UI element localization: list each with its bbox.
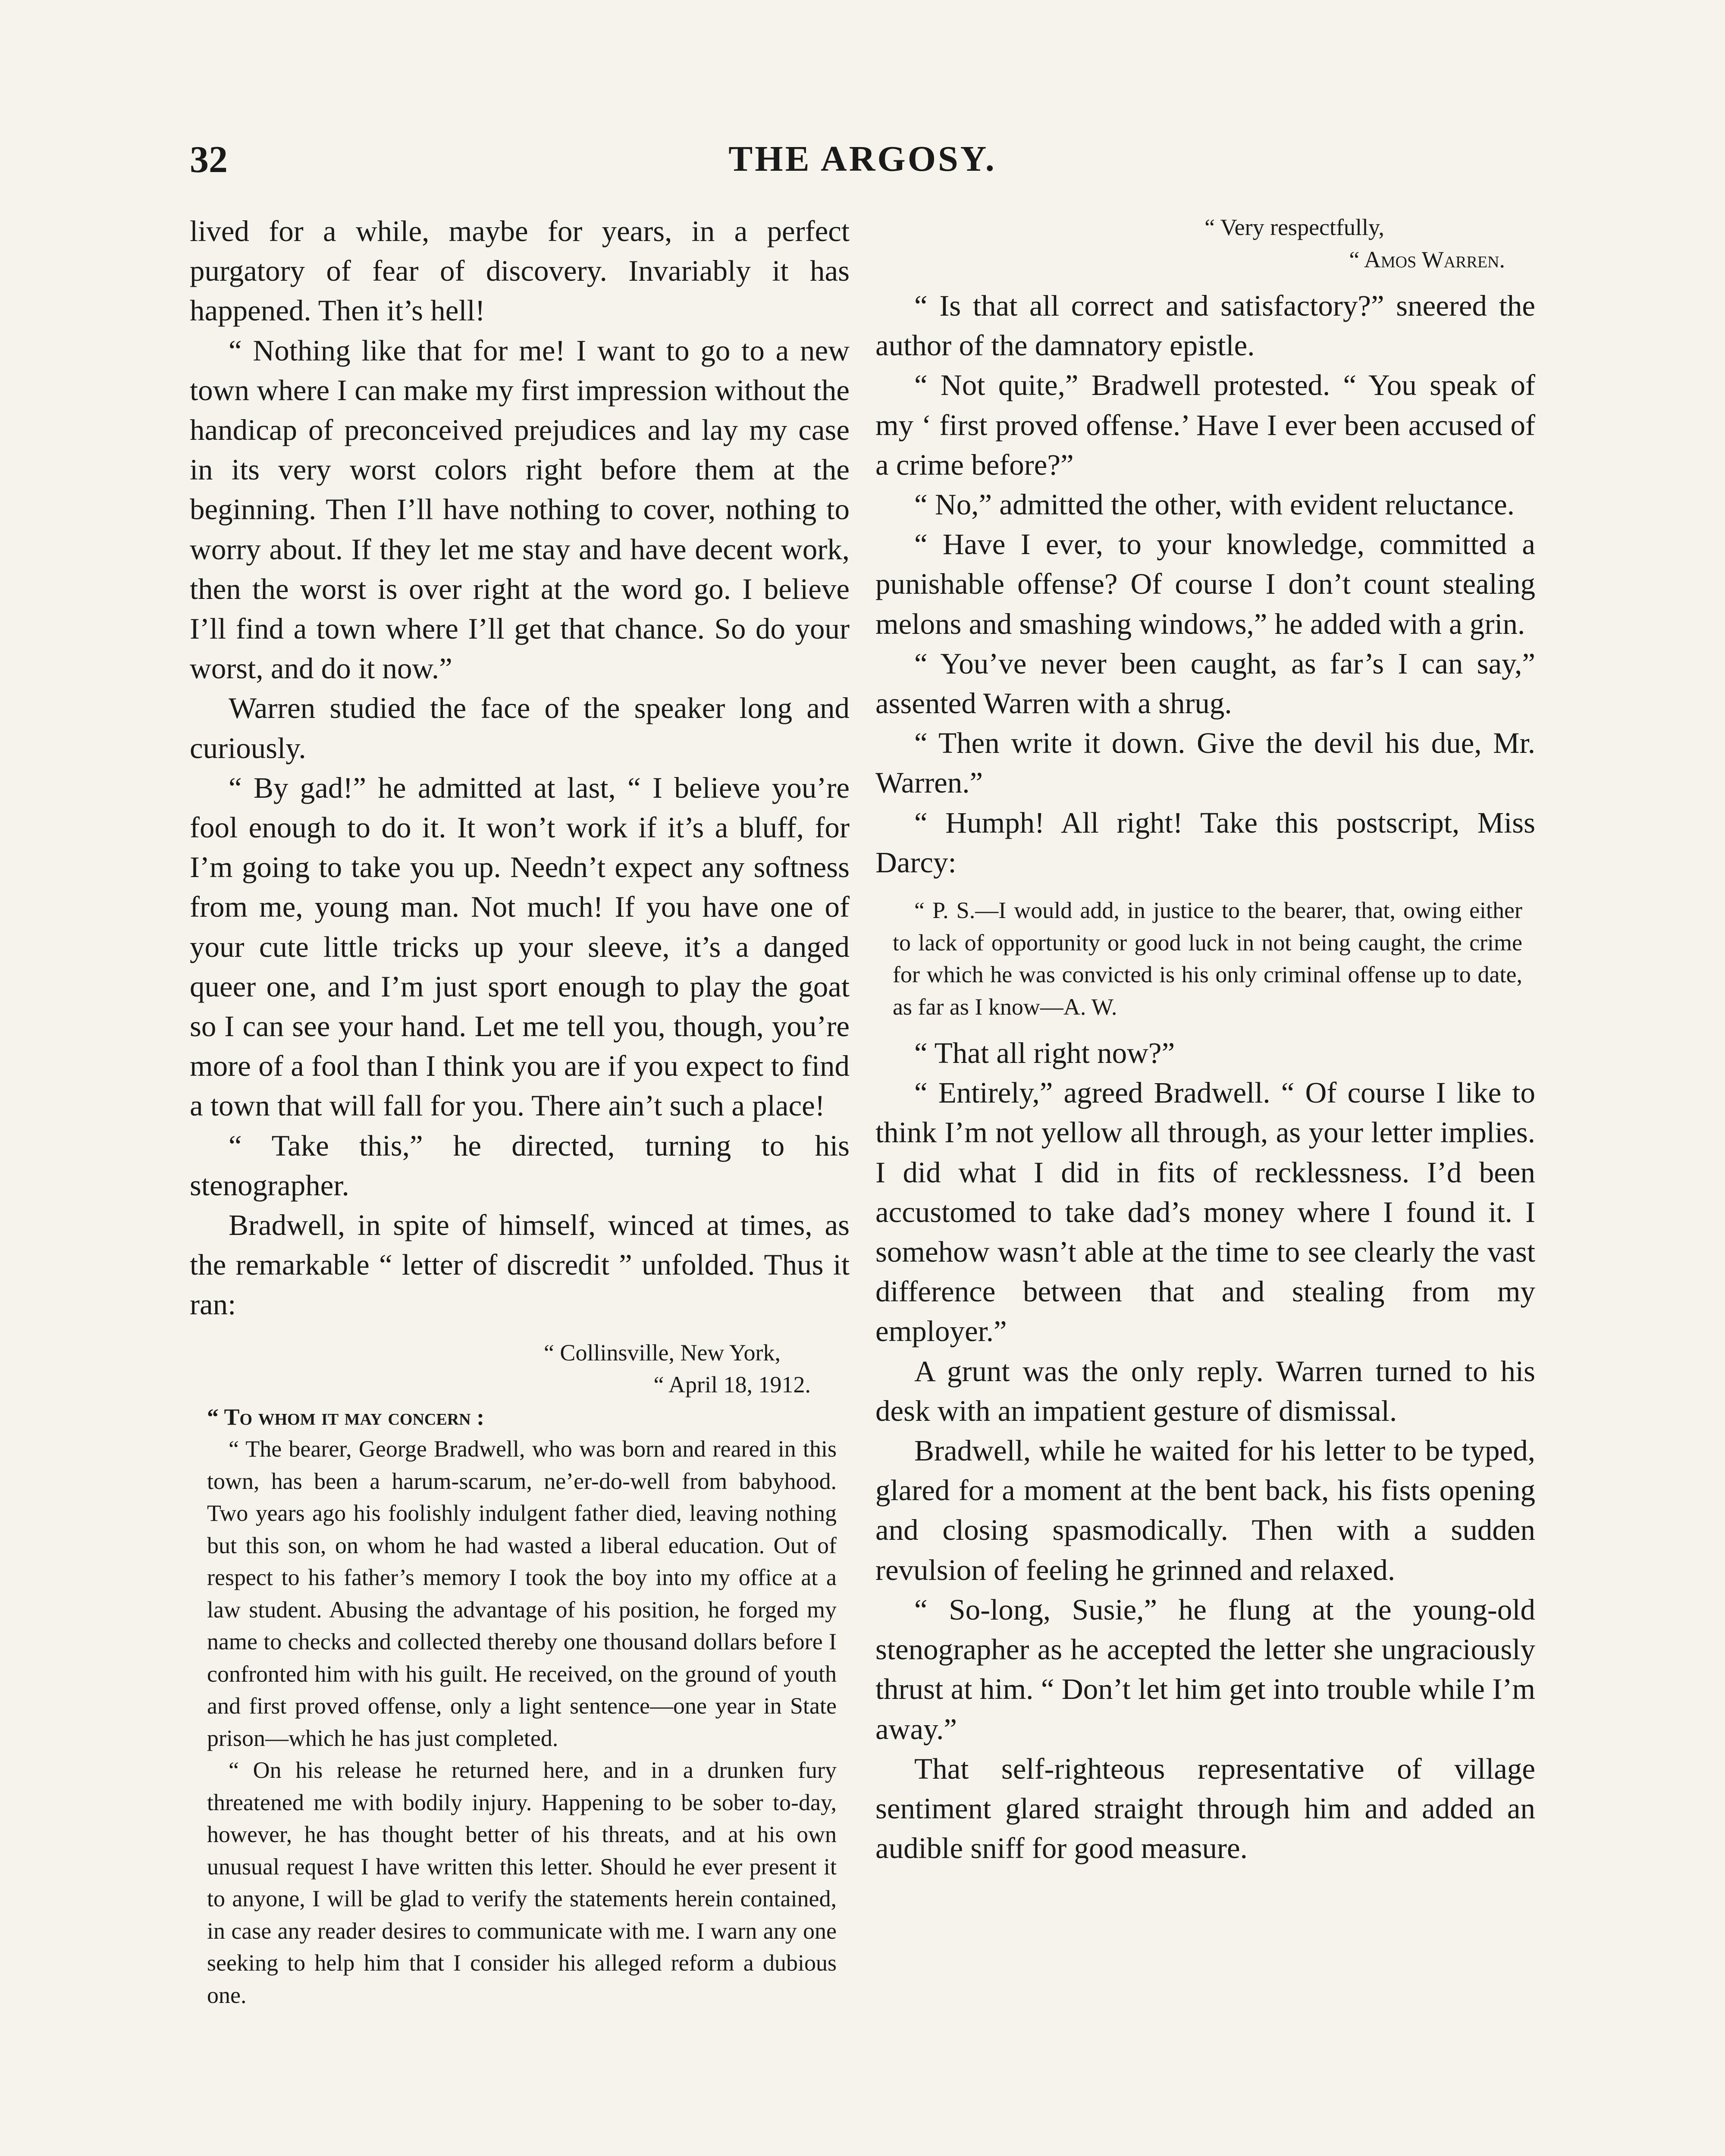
- letter-of-discredit: [190, 1337, 850, 2012]
- paragraph: That self-righteous representative of village sentiment glared straight through him and added an audible sniff for good measure.: [875, 1752, 1535, 1865]
- right-column: [875, 211, 1535, 1868]
- running-head: THE ARGOSY.: [728, 139, 997, 179]
- paragraph: “ Humph! All right! Take this postscript, Miss Darcy:: [875, 806, 1535, 879]
- letter-continuation: [875, 211, 1535, 276]
- paragraph: “ Not quite,” Bradwell protested. “ You speak of my ‘ first proved offense.’ Have I ever been accused of a crime before?”: [875, 369, 1535, 481]
- letter-signature: “ Amos Warren.: [1349, 246, 1505, 273]
- page-number: 32: [190, 139, 228, 181]
- postscript: “ P. S.—I would add, in justice to the bearer, that, owing either to lack of opportunity or good luck in not being caught, the crime for which he was convicted is his only criminal offense up to date, as far as I know—A. W.: [893, 897, 1522, 1020]
- paragraph: “ Is that all correct and satisfactory?” sneered the author of the damnatory epistle.: [875, 289, 1535, 362]
- paragraph: “ Have I ever, to your knowledge, committed a punishable offense? Of course I don’t count stealing melons and smashing windows,” he added with a grin.: [875, 528, 1535, 640]
- paragraph: “ Nothing like that for me! I want to go to a new town where I can make my first impression without the handicap of preconceived prejudices and lay my case in its very worst colors right before them at the beginning. Then I’ll have nothing to cover, nothing to worry about. If they let me stay and have decent work, then the worst is over right at the word go. I believe I’ll find a town where I’ll get that chance. So do your worst, and do it now.”: [190, 334, 850, 685]
- letter-paragraph: “ On his release he returned here, and in a drunken fury threatened me with bodily injury. Happening to be sober to-day, however, he has thought better of his threats, and at his own unusual request I have written this letter. Should he ever present it to anyone, I will be glad to verify the statements herein contained, in case any reader desires to communicate with me. I warn any one seeking to help him that I consider his alleged reform a dubious one.: [207, 1757, 837, 2008]
- paragraph: A grunt was the only reply. Warren turned to his desk with an impatient gesture of dismissal.: [875, 1354, 1535, 1427]
- letter-salutation: “ To whom it may concern :: [207, 1404, 485, 1430]
- letter-dateline-place: “ Collinsville, New York,: [543, 1339, 781, 1366]
- paragraph: “ Then write it down. Give the devil his due, Mr. Warren.”: [875, 727, 1535, 799]
- letter-dateline-date: “ April 18, 1912.: [653, 1372, 811, 1398]
- paragraph: Bradwell, in spite of himself, winced at times, as the remarkable “ letter of discredit ” unfolded. Thus it ran:: [190, 1209, 850, 1321]
- letter-closing: “ Very respectfully,: [1204, 214, 1384, 240]
- paragraph: “ No,” admitted the other, with evident reluctance.: [914, 488, 1515, 521]
- paragraph: “ By gad!” he admitted at last, “ I believe you’re fool enough to do it. It won’t work if it’s a bluff, for I’m going to take you up. Needn’t expect any softness from me, young man. Not much! If you have one of your cute little tricks up your sleeve, it’s a danged queer one, and I’m just sport enough to play the goat so I can see your hand. Let me tell you, though, you’re more of a fool than I think you are if you expect to find a town that will fall for you. There ain’t such a place!: [190, 771, 850, 1122]
- paragraph: Warren studied the face of the speaker long and curiously.: [190, 692, 850, 765]
- letter-paragraph: “ The bearer, George Bradwell, who was born and reared in this town, has been a harum-scarum, ne’er-do-well from babyhood. Two years ago his foolishly indulgent father died, leaving nothing but this son, on whom he had wasted a liberal education. Out of respect to his father’s memory I took the boy into my office at a law student. Abusing the advantage of his position, he forged my name to checks and collected thereby one thousand dollars before I confronted him with his guilt. He received, on the ground of youth and first proved offense, only a light sentence—one year in State prison—which he has just completed.: [207, 1436, 837, 1751]
- postscript-block: [875, 894, 1535, 1023]
- paragraph: “ So-long, Susie,” he flung at the young-old stenographer as he accepted the letter she ungraciously thrust at him. “ Don’t let him get into trouble while I’m away.”: [875, 1593, 1535, 1745]
- paragraph: “ Entirely,” agreed Bradwell. “ Of course I like to think I’m not yellow all through, as your letter implies. I did what I did in fits of recklessness. I’d been accustomed to take dad’s money where I found it. I somehow wasn’t able at the time to see clearly the vast difference between that and stealing from my employer.”: [875, 1076, 1535, 1348]
- paragraph: Bradwell, while he waited for his letter to be typed, glared for a moment at the bent back, his fists opening and closing spasmodically. Then with a sudden revulsion of feeling he grinned and relaxed.: [875, 1434, 1535, 1586]
- paragraph: “ You’ve never been caught, as far’s I can say,” assented Warren with a shrug.: [875, 647, 1535, 720]
- left-column: [190, 211, 850, 2021]
- paragraph: “ That all right now?”: [914, 1037, 1175, 1070]
- paragraph: “ Take this,” he directed, turning to his stenographer.: [190, 1129, 850, 1202]
- page-header: [190, 138, 1535, 190]
- paragraph: lived for a while, maybe for years, in a perfect purgatory of fear of discovery. Invariably it has happened. Then it’s hell!: [190, 215, 850, 327]
